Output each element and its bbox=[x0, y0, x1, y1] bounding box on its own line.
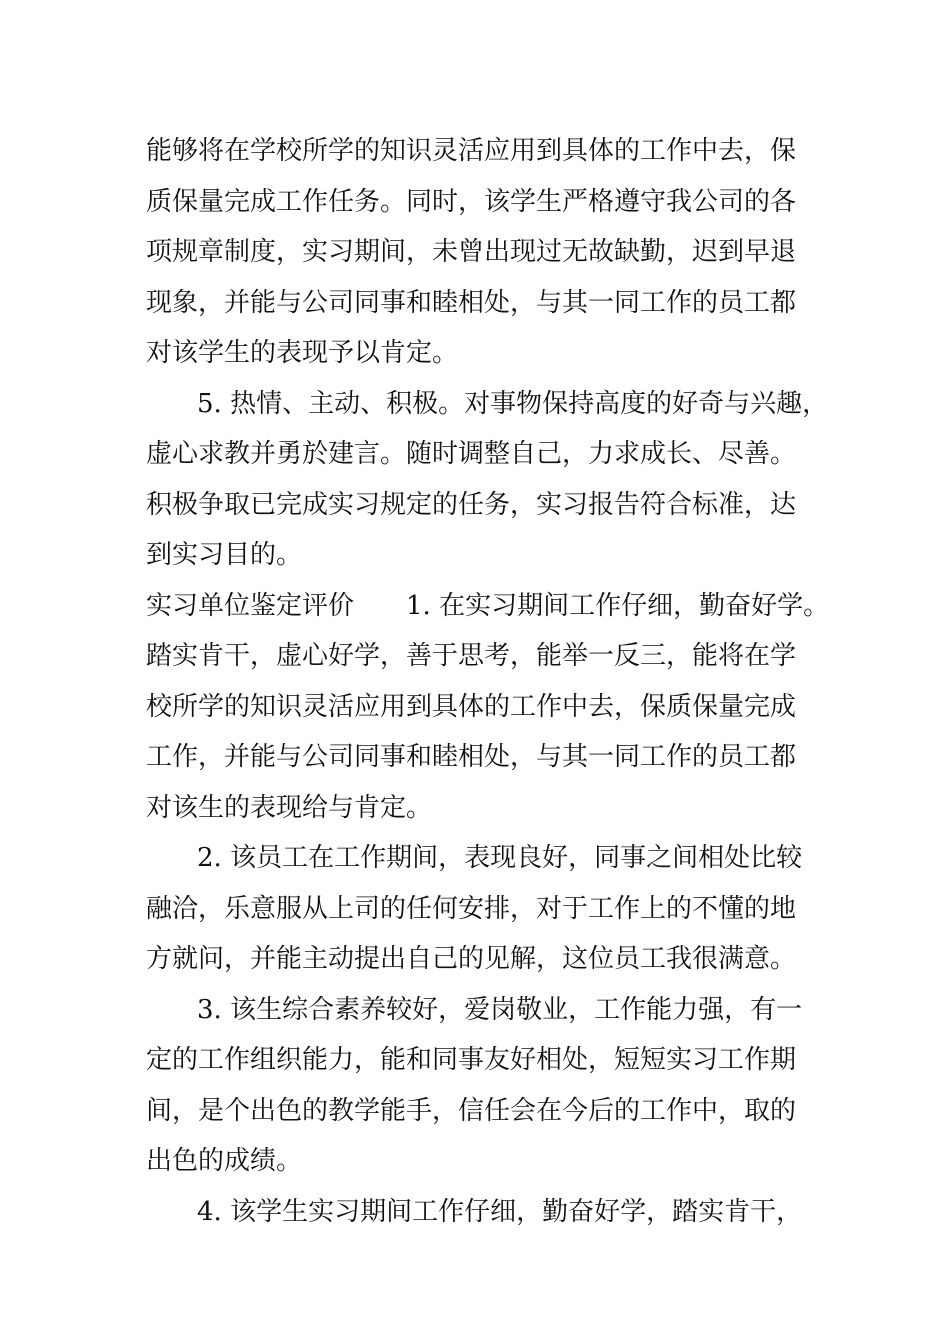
section-heading: 实习单位鉴定评价 bbox=[146, 590, 355, 621]
text-line: 现象，并能与公司同事和睦相处，与其一同工作的员工都 bbox=[146, 287, 797, 318]
text-line: 能够将在学校所学的知识灵活应用到具体的工作中去，保 bbox=[146, 136, 797, 166]
list-item-5-first-line: 5. 热情、主动、积极。对事物保持高度的好奇与兴趣， bbox=[197, 388, 829, 419]
text-line: 出色的成绩。 bbox=[146, 1146, 303, 1176]
text-line: 到实习目的。 bbox=[146, 540, 303, 570]
text-line: 对该生的表现给与肯定。 bbox=[146, 792, 433, 823]
text-line: 对该学生的表现予以肯定。 bbox=[146, 338, 459, 368]
text-line: 校所学的知识灵活应用到具体的工作中去，保质保量完成 bbox=[146, 691, 797, 722]
document-body bbox=[146, 126, 846, 1237]
section-heading-line bbox=[146, 581, 846, 632]
text-line: 融洽，乐意服从上司的任何安排，对于工作上的不懂的地 bbox=[146, 893, 797, 924]
list-item-3-first-line: 3. 该生综合素养较好，爱岗敬业，工作能力强，有一 bbox=[197, 994, 803, 1025]
list-item-4-first-line: 4. 该学生实习期间工作仔细，勤奋好学，踏实肯干， bbox=[197, 1196, 803, 1227]
text-line: 间，是个出色的教学能手，信任会在今后的工作中，取的 bbox=[146, 1095, 797, 1126]
text-line: 积极争取已完成实习规定的任务，实习报告符合标准，达 bbox=[146, 489, 797, 520]
text-line: 踏实肯干，虚心好学，善于思考，能举一反三，能将在学 bbox=[146, 641, 797, 671]
list-item-1-first-line: 1. 在实习期间工作仔细，勤奋好学。 bbox=[406, 590, 830, 621]
list-item-2-first-line: 2. 该员工在工作期间，表现良好，同事之间相处比较 bbox=[197, 843, 803, 873]
text-line: 工作，并能与公司同事和睦相处，与其一同工作的员工都 bbox=[146, 742, 797, 772]
text-line: 虚心求教并勇於建言。随时调整自己，力求成长、尽善。 bbox=[146, 439, 797, 469]
text-line: 项规章制度，实习期间，未曾出现过无故缺勤，迟到早退 bbox=[146, 237, 797, 267]
text-line: 方就问，并能主动提出自己的见解，这位员工我很满意。 bbox=[146, 944, 797, 974]
text-line: 定的工作组织能力，能和同事友好相处，短短实习工作期 bbox=[146, 1045, 797, 1075]
text-line: 质保量完成工作任务。同时，该学生严格遵守我公司的各 bbox=[146, 186, 797, 217]
